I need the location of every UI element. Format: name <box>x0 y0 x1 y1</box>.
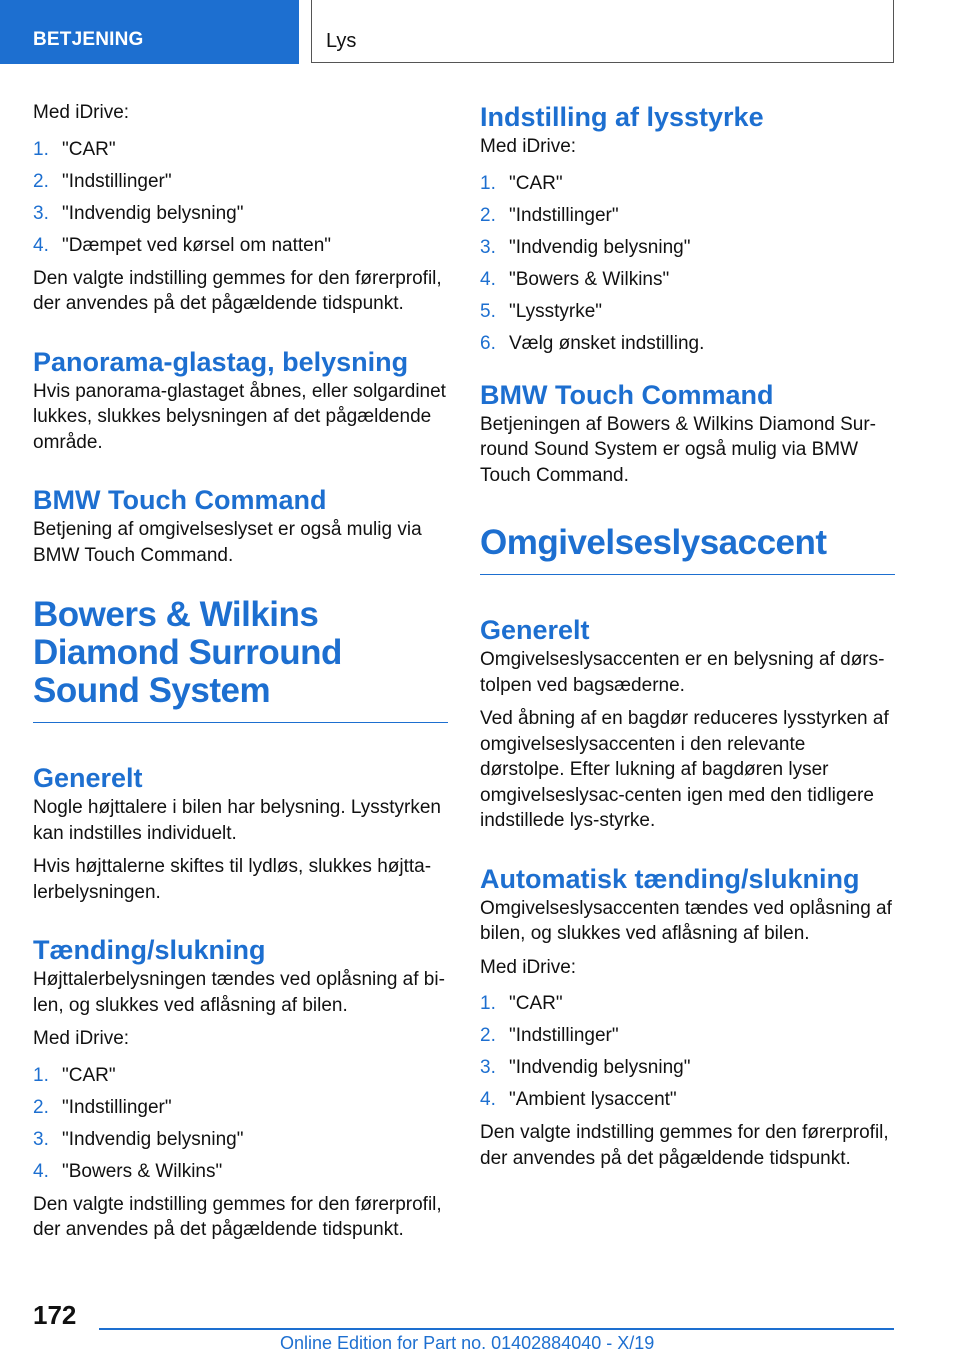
list-item-text: "Bowers & Wilkins" <box>62 1160 223 1182</box>
list-number: 4. <box>480 268 496 290</box>
heading-taending: Tænding/slukning <box>33 935 266 965</box>
list-number: 3. <box>480 1057 496 1078</box>
list-item <box>480 232 895 264</box>
list-item-text: "Lysstyrke" <box>509 300 603 322</box>
list-item <box>480 296 895 328</box>
steps-list <box>480 988 895 1116</box>
paragraph: Betjening af omgivelseslyset er også mulig via BMW Touch Command. <box>33 519 422 566</box>
list-number: 1. <box>480 993 496 1014</box>
heading-generelt: Generelt <box>33 763 143 793</box>
list-item-text: "CAR" <box>62 138 116 160</box>
paragraph: Med iDrive: <box>480 956 577 978</box>
list-number: 4. <box>480 1089 496 1110</box>
paragraph: Med iDrive: <box>33 1028 130 1049</box>
paragraph: Den valgte indstilling gemmes for den førerprofil, der anvendes på det pågældende tidspunkt. <box>33 1193 442 1240</box>
section-title: BETJENING <box>33 29 144 50</box>
list-number: 5. <box>480 300 496 322</box>
list-item-text: "Indvendig belysning" <box>62 1128 244 1150</box>
steps-list <box>480 168 895 360</box>
section-tab <box>0 0 299 64</box>
edition-note: Online Edition for Part no. 01402884040 - X/19 <box>280 1333 655 1353</box>
list-item <box>480 988 895 1020</box>
list-item-text: "CAR" <box>509 172 563 194</box>
paragraph: Betjeningen af Bowers & Wilkins Diamond Sur-round Sound System er også mulig via BMW Touch Command. <box>480 413 877 486</box>
heading-generelt: Generelt <box>480 615 590 645</box>
paragraph: Den valgte indstilling gemmes for den førerprofil, der anvendes på det pågældende tidspunkt. <box>480 1122 889 1169</box>
list-item-text: Vælg ønsket indstilling. <box>509 332 705 354</box>
list-item <box>480 1084 895 1116</box>
paragraph: Hvis højttalerne skiftes til lydløs, slukkes højtta-lerbelysningen. <box>33 856 432 903</box>
list-item-text: "Indstillinger" <box>509 204 619 226</box>
list-item-text: "Indvendig belysning" <box>509 1057 691 1078</box>
list-item-text: "Indvendig belysning" <box>509 236 691 258</box>
paragraph: Med iDrive: <box>480 136 577 157</box>
paragraph: Hvis panorama-glastaget åbnes, eller solgardinet lukkes, slukkes belysningen af det pågældende område. <box>33 380 446 453</box>
list-item-text: "Indstillinger" <box>62 170 172 192</box>
list-item-text: "CAR" <box>509 993 563 1014</box>
list-number: 4. <box>33 234 49 256</box>
list-item-text: "Indstillinger" <box>62 1096 172 1118</box>
paragraph: Omgivelseslysaccenten er en belysning af dørs-tolpen ved bagsæderne. <box>480 649 885 696</box>
heading-bowers-wilkins: Bowers & Wilkins Diamond Surround Sound System <box>33 596 448 723</box>
list-item-text: "CAR" <box>62 1064 116 1086</box>
steps-list <box>33 134 448 262</box>
list-number: 1. <box>480 172 496 194</box>
paragraph: Med iDrive: <box>33 102 130 123</box>
list-number: 3. <box>33 202 49 224</box>
heading-lysstyrke: Indstilling af lysstyrke <box>480 102 764 132</box>
list-item <box>480 264 895 296</box>
heading-automatisk: Automatisk tænding/slukning <box>480 863 860 894</box>
list-item <box>480 1052 895 1084</box>
paragraph: Ved åbning af en bagdør reduceres lysstyrken af omgivelseslysaccenten i den relevante dørstolpe. Efter lukning af bagdøren lyser omgivelseslysac-centen igen med den tidligere indstillede lys-styrke. <box>480 708 889 831</box>
list-item <box>480 328 895 360</box>
chapter-title: Lys <box>326 30 357 52</box>
left-column <box>33 100 448 1251</box>
list-item-text: "Dæmpet ved kørsel om natten" <box>62 234 332 256</box>
list-item-text: "Indstillinger" <box>509 1025 619 1046</box>
list-number: 1. <box>33 138 49 160</box>
list-item <box>33 166 448 198</box>
heading-touch-command: BMW Touch Command <box>480 379 774 410</box>
steps-list <box>33 1060 448 1188</box>
list-number: 3. <box>480 236 496 258</box>
list-item <box>33 1156 448 1188</box>
list-item-text: "Bowers & Wilkins" <box>509 268 670 290</box>
list-item-text: "Indvendig belysning" <box>62 202 244 224</box>
list-item <box>33 1092 448 1124</box>
right-column <box>480 100 895 1179</box>
paragraph: Omgivelseslysaccenten tændes ved oplåsning af bilen, og slukkes ved aflåsning af bilen. <box>480 897 892 944</box>
paragraph: Den valgte indstilling gemmes for den førerprofil, der anvendes på det pågældende tidspunkt. <box>33 267 442 314</box>
heading-panorama: Panorama-glastag, belysning <box>33 346 409 377</box>
list-item <box>33 1124 448 1156</box>
list-number: 2. <box>480 204 496 226</box>
paragraph: Nogle højttalere i bilen har belysning. Lysstyrken kan indstilles individuelt. <box>33 797 441 844</box>
list-item-text: "Ambient lysaccent" <box>509 1089 677 1110</box>
paragraph: Højttalerbelysningen tændes ved oplåsning af bi-len, og slukkes ved aflåsning af bilen. <box>33 969 445 1016</box>
list-item <box>480 200 895 232</box>
list-item <box>33 1060 448 1092</box>
list-item <box>33 230 448 262</box>
footer-rule <box>99 1328 894 1330</box>
list-number: 4. <box>33 1160 49 1182</box>
list-item <box>33 134 448 166</box>
list-number: 2. <box>480 1025 496 1046</box>
page-number: 172 <box>33 1300 77 1330</box>
list-number: 2. <box>33 1096 49 1118</box>
chapter-tab <box>311 0 894 63</box>
list-item <box>480 168 895 200</box>
heading-omgivelseslysaccent: Omgivelseslysaccent <box>480 524 895 575</box>
list-number: 1. <box>33 1064 49 1086</box>
list-item <box>480 1020 895 1052</box>
list-number: 6. <box>480 332 496 354</box>
list-item <box>33 198 448 230</box>
list-number: 2. <box>33 170 49 192</box>
heading-touch-command: BMW Touch Command <box>33 485 327 515</box>
list-number: 3. <box>33 1128 49 1150</box>
